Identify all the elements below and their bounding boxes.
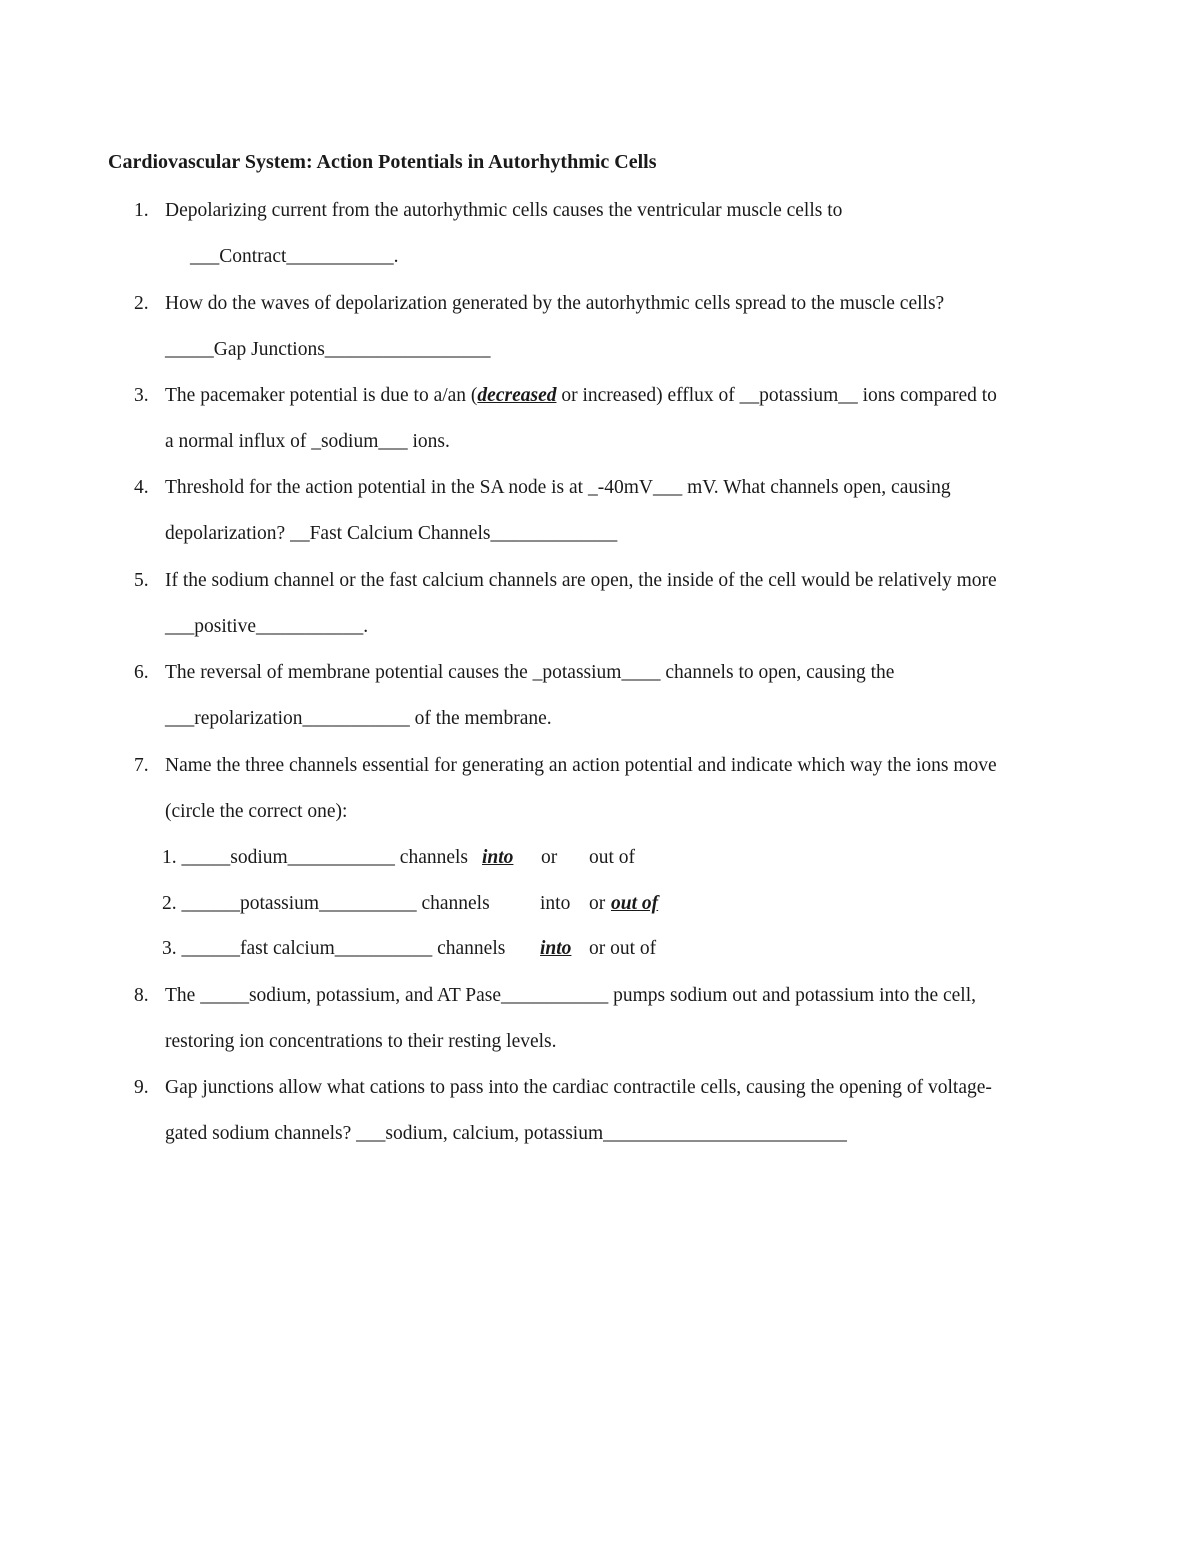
channel-2-out-of-selected: out of xyxy=(611,893,659,914)
question-4-answer: depolarization? __Fast Calcium Channels_____________ xyxy=(165,523,618,544)
channel-3-text: 3. ______fast calcium__________ channels xyxy=(162,938,506,959)
question-6-number: 6. xyxy=(134,662,149,683)
question-5-answer: ___positive___________. xyxy=(165,616,369,637)
question-6-answer: ___repolarization___________ of the membrane. xyxy=(165,708,552,729)
channel-2-or: or xyxy=(589,893,606,914)
question-4-text: Threshold for the action potential in the SA node is at _-40mV___ mV. What channels open, causing xyxy=(165,477,951,498)
question-2-text: How do the waves of depolarization generated by the autorhythmic cells spread to the muscle cells? xyxy=(165,293,945,314)
question-8-text: The _____sodium, potassium, and AT Pase___________ pumps sodium out and potassium into the cell, xyxy=(165,985,977,1006)
question-1-answer: ___Contract___________. xyxy=(190,246,399,267)
channel-1-or: or xyxy=(541,847,558,868)
question-7-number: 7. xyxy=(134,755,149,776)
question-6-text: The reversal of membrane potential causes the _potassium____ channels to open, causing the xyxy=(165,662,895,683)
channel-1-text: 1. _____sodium___________ channels xyxy=(162,847,469,868)
channel-3-or-out-of: or out of xyxy=(589,938,657,959)
channel-2-into: into xyxy=(540,893,571,914)
question-9-answer: gated sodium channels? ___sodium, calcium, potassium_________________________ xyxy=(165,1123,847,1144)
channel-3-into-selected: into xyxy=(540,938,572,959)
question-9-number: 9. xyxy=(134,1077,149,1098)
question-8-number: 8. xyxy=(134,985,149,1006)
question-2-answer: _____Gap Junctions_________________ xyxy=(165,339,491,360)
question-7-instruction: (circle the correct one): xyxy=(165,801,348,822)
page-title: Cardiovascular System: Action Potentials in Autorhythmic Cells xyxy=(108,151,657,173)
question-3-text xyxy=(165,384,997,408)
channel-2-text: 2. ______potassium__________ channels xyxy=(162,893,490,914)
question-5-text: If the sodium channel or the fast calcium channels are open, the inside of the cell would be relatively more xyxy=(165,570,997,591)
question-4-number: 4. xyxy=(134,477,149,498)
question-3-answer: a normal influx of _sodium___ ions. xyxy=(165,431,450,452)
question-5-number: 5. xyxy=(134,570,149,591)
question-8-continuation: restoring ion concentrations to their resting levels. xyxy=(165,1031,557,1052)
question-2-number: 2. xyxy=(134,293,149,314)
question-9-text: Gap junctions allow what cations to pass into the cardiac contractile cells, causing the opening of voltage- xyxy=(165,1077,992,1098)
channel-1-into-selected: into xyxy=(482,847,514,868)
channel-1-out-of: out of xyxy=(589,847,636,868)
question-3-number: 3. xyxy=(134,385,149,406)
question-3-text-a: The pacemaker potential is due to a/an ( xyxy=(165,385,478,406)
question-7-text: Name the three channels essential for generating an action potential and indicate which way the ions move xyxy=(165,755,997,776)
question-3-selected-answer: decreased xyxy=(477,385,557,406)
question-3-text-c: or increased) efflux of __potassium__ ions compared to xyxy=(556,385,997,406)
question-1-number: 1. xyxy=(134,200,149,221)
question-1-text: Depolarizing current from the autorhythmic cells causes the ventricular muscle cells to xyxy=(165,200,843,221)
